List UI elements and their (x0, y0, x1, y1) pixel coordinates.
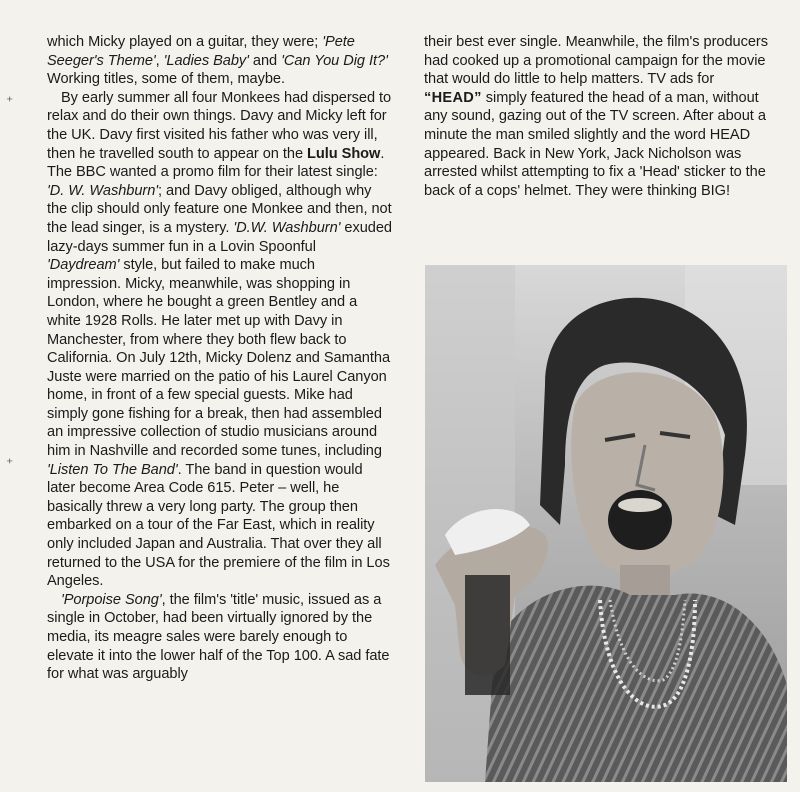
text: . The BBC wanted a promo film for their latest single: (47, 145, 385, 181)
song-title: 'Ladies Baby' (163, 52, 249, 69)
song-title: 'Listen To The Band' (47, 461, 178, 478)
text: By early summer all four Monkees had dispersed to relax and do their own things. Davy and Micky left for the UK. Davy first visited his father who was very ill, then he travelled south to appear on the (47, 89, 392, 162)
margin-tick-mark: ⁺ (6, 93, 14, 109)
text: and (248, 52, 282, 69)
paragraph-3 (47, 591, 392, 684)
text: style, but failed to make much impression. Micky, meanwhile, was shopping in London, where he bought a green Bentley and a white 1928 Rolls. He later met up with Davy in Manchester, from where they both flew back to California. On July 12th, Micky Dolenz and Samantha Juste were married on the patio of his Laurel Canyon home, in front of a few special guests. Mike had simply gone fishing for a break, then had assembled an impressive collection of studio musicians around him in Nashville and recorded some tunes, including (47, 257, 391, 460)
text: . The band in question would later become Area Code 615. Peter – well, he basically threw a very long party. The group then embarked on a tour of the Far East, which in reality only included Japan and Australia. That over they all returned to the USA for the premiere of the film in Los Angeles. (47, 461, 390, 590)
song-title: 'Porpoise Song' (61, 591, 162, 608)
right-text-column (424, 33, 769, 200)
paragraph-4 (424, 33, 769, 200)
photo-illustration (425, 265, 787, 782)
text: their best ever single. Meanwhile, the film's producers had cooked up a promotional campaign for the movie that would do little to help matters. TV ads for (424, 34, 768, 88)
text: simply featured the head of a man, without any sound, gazing out of the TV screen. After about a minute the man smiled slightly and the word HEAD appeared. Back in New York, Jack Nicholson was arrested whilst attempting to fix a 'Head' sticker to the back of a cops' helmet. They were thinking BIG! (424, 89, 766, 199)
song-title: 'D.W. Washburn' (233, 219, 341, 236)
paragraph-1 (47, 33, 392, 89)
text: Working titles, some of them, maybe. (47, 71, 286, 88)
song-title: 'Daydream' (47, 257, 120, 274)
song-title: 'Can You Dig It?' (281, 52, 388, 69)
left-text-column (47, 33, 392, 684)
song-title: 'Pete Seeger's Theme' (47, 34, 355, 69)
song-title: 'D. W. Washburn' (47, 182, 159, 199)
band-member-photo (425, 265, 787, 782)
text: exuded lazy-days summer fun in a Lovin Spoonful (47, 219, 392, 255)
text: , (155, 52, 164, 69)
show-name: Lulu Show (307, 145, 381, 162)
paragraph-2 (47, 89, 392, 591)
margin-tick-mark: ⁺ (6, 455, 14, 471)
film-title: “HEAD” (424, 89, 482, 106)
text: which Micky played on a guitar, they were; (47, 34, 323, 50)
text: , the film's 'title' music, issued as a single in October, had been virtually ignored by the media, its meagre sales were barely enough to elevate it into the lower half of the Top 100. A sad fate for what was arguably (47, 591, 390, 683)
text: ; and Davy obliged, although why the clip should only feature one Monkee and then, not the lead singer, is a mystery. (47, 182, 392, 236)
